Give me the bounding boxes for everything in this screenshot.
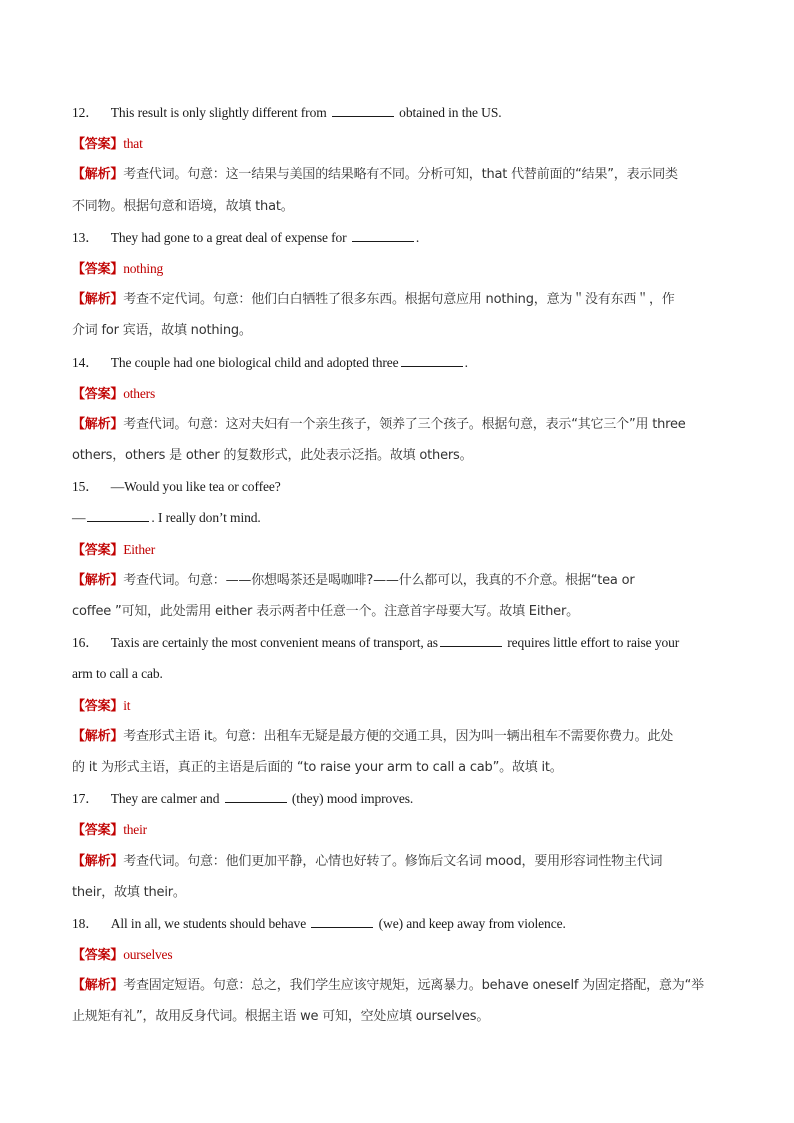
explanation-text: coffee ”可知，此处需用 either 表示两者中任意一个。注意首字母要大写。故填 Either。: [72, 604, 579, 619]
explanation-16-line2: [72, 752, 724, 783]
explanation-text: 考查代词。句意：这一结果与美国的结果略有不同。分析可知，that 代替前面的“结果”，表示同类: [123, 167, 678, 183]
explanation-label: 【解析】: [72, 572, 124, 588]
question-number: 15．: [72, 479, 99, 495]
question-16: [72, 627, 724, 658]
worksheet-page: [72, 97, 724, 1033]
question-number: 12．: [72, 105, 99, 120]
explanation-text: others，others 是 other 的复数形式，此处表示泛指。故填 others。: [72, 448, 473, 464]
explanation-13-line2: [72, 315, 724, 346]
answer-value: that: [123, 136, 143, 152]
question-16-line2: [72, 658, 724, 689]
explanation-text: 介词 for 宾语，故填 nothing。: [72, 323, 252, 339]
question-number: 13．: [72, 229, 99, 245]
question-text: .: [415, 229, 420, 245]
answer-blank: [225, 791, 287, 803]
question-14: [72, 347, 724, 378]
answer-label: 【答案】: [72, 386, 124, 402]
explanation-14-line2: [72, 440, 724, 471]
answer-value: it: [123, 697, 131, 713]
answer-blank: [311, 916, 373, 928]
explanation-text: 考查代词。句意：——你想喝茶还是喝咖啡?——什么都可以，我真的不介意。根据“tea or: [123, 572, 635, 588]
explanation-17-line2: [72, 877, 724, 908]
question-text: obtained in the US.: [395, 105, 502, 120]
explanation-text: 考查代词。句意：这对夫妇有一个亲生孩子，领养了三个孩子。根据句意，表示“其它三个”用 three: [123, 416, 686, 432]
question-13: [72, 222, 724, 253]
explanation-label: 【解析】: [72, 416, 124, 432]
explanation-12-line1: [72, 159, 724, 190]
explanation-text: 止规矩有礼”，故用反身代词。根据主语 we 可知，空处应填 ourselves。: [72, 1009, 490, 1025]
question-text: All in all, we students should behave: [110, 915, 310, 931]
answer-label: 【答案】: [72, 823, 124, 839]
answer-blank: [352, 230, 414, 242]
explanation-text: 考查形式主语 it。句意：出租车无疑是最方便的交通工具，因为叫一辆出租车不需要你费力。此处: [123, 728, 674, 744]
question-text: requires little effort to raise your: [503, 635, 680, 651]
question-15-line2: [72, 502, 724, 533]
explanation-text: 考查固定短语。句意：总之，我们学生应该守规矩，远离暴力。behave oneself 为固定搭配，意为“举: [123, 978, 704, 994]
explanation-15-line2: [72, 596, 724, 627]
question-15: [72, 471, 724, 502]
answer-15: [72, 534, 724, 565]
explanation-text: 的 it 为形式主语，真正的主语是后面的 “to raise your arm to call a cab”。故填 it。: [72, 759, 563, 775]
answer-13: [72, 253, 724, 284]
answer-value: ourselves: [123, 947, 173, 963]
question-text: . I really don’t mind.: [151, 510, 261, 526]
question-12: [72, 97, 724, 128]
answer-label: 【答案】: [72, 542, 124, 558]
answer-label: 【答案】: [72, 137, 124, 153]
question-number: 17．: [72, 791, 99, 807]
explanation-label: 【解析】: [72, 978, 124, 994]
answer-blank: [332, 105, 394, 117]
answer-blank: [87, 510, 149, 522]
explanation-label: 【解析】: [72, 167, 124, 183]
question-number: 16．: [72, 635, 99, 651]
explanation-label: 【解析】: [72, 728, 124, 744]
question-text: .: [464, 354, 468, 370]
answer-label: 【答案】: [72, 261, 124, 277]
explanation-18-line1: [72, 970, 724, 1001]
explanation-15-line1: [72, 565, 724, 596]
question-17: [72, 783, 724, 814]
answer-value: their: [123, 822, 147, 838]
question-number: 18．: [72, 915, 99, 931]
explanation-text: 考查不定代词。句意：他们白白牺牲了很多东西。根据句意应用 nothing，意为＂没有东西＂，作: [123, 292, 675, 308]
explanation-18-line2: [72, 1001, 724, 1032]
answer-label: 【答案】: [72, 698, 124, 714]
question-text: The couple had one biological child and adopted three: [110, 354, 399, 370]
explanation-17-line1: [72, 846, 724, 877]
answer-value: others: [123, 385, 155, 401]
answer-17: [72, 814, 724, 845]
answer-label: 【答案】: [72, 948, 124, 964]
answer-18: [72, 939, 724, 970]
explanation-13-line1: [72, 284, 724, 315]
explanation-16-line1: [72, 721, 724, 752]
explanation-text: their，故填 their。: [72, 884, 186, 900]
answer-16: [72, 690, 724, 721]
question-text: arm to call a cab.: [72, 666, 163, 682]
explanation-label: 【解析】: [72, 292, 124, 308]
question-text: Taxis are certainly the most convenient means of transport, as: [110, 635, 438, 651]
question-text: —: [72, 510, 86, 526]
explanation-text: 考查代词。句意：他们更加平静，心情也好转了。修饰后文名词 mood，要用形容词性物主代词: [123, 853, 663, 869]
explanation-12-line2: [72, 191, 724, 222]
explanation-text: 不同物。根据句意和语境，故填 that。: [72, 198, 294, 214]
answer-blank: [440, 635, 502, 647]
answer-14: [72, 378, 724, 409]
answer-value: Either: [123, 541, 155, 557]
answer-12: [72, 128, 724, 159]
explanation-14-line1: [72, 409, 724, 440]
question-text: They are calmer and: [110, 791, 223, 807]
question-18: [72, 908, 724, 939]
question-text: This result is only slightly different from: [110, 105, 330, 120]
answer-value: nothing: [123, 260, 164, 276]
question-number: 14．: [72, 354, 99, 370]
explanation-label: 【解析】: [72, 853, 124, 869]
answer-blank: [401, 355, 463, 367]
question-text: They had gone to a great deal of expense for: [110, 229, 350, 245]
question-text: (they) mood improves.: [288, 791, 414, 807]
question-text: —Would you like tea or coffee?: [110, 479, 281, 495]
question-text: (we) and keep away from violence.: [375, 915, 566, 931]
